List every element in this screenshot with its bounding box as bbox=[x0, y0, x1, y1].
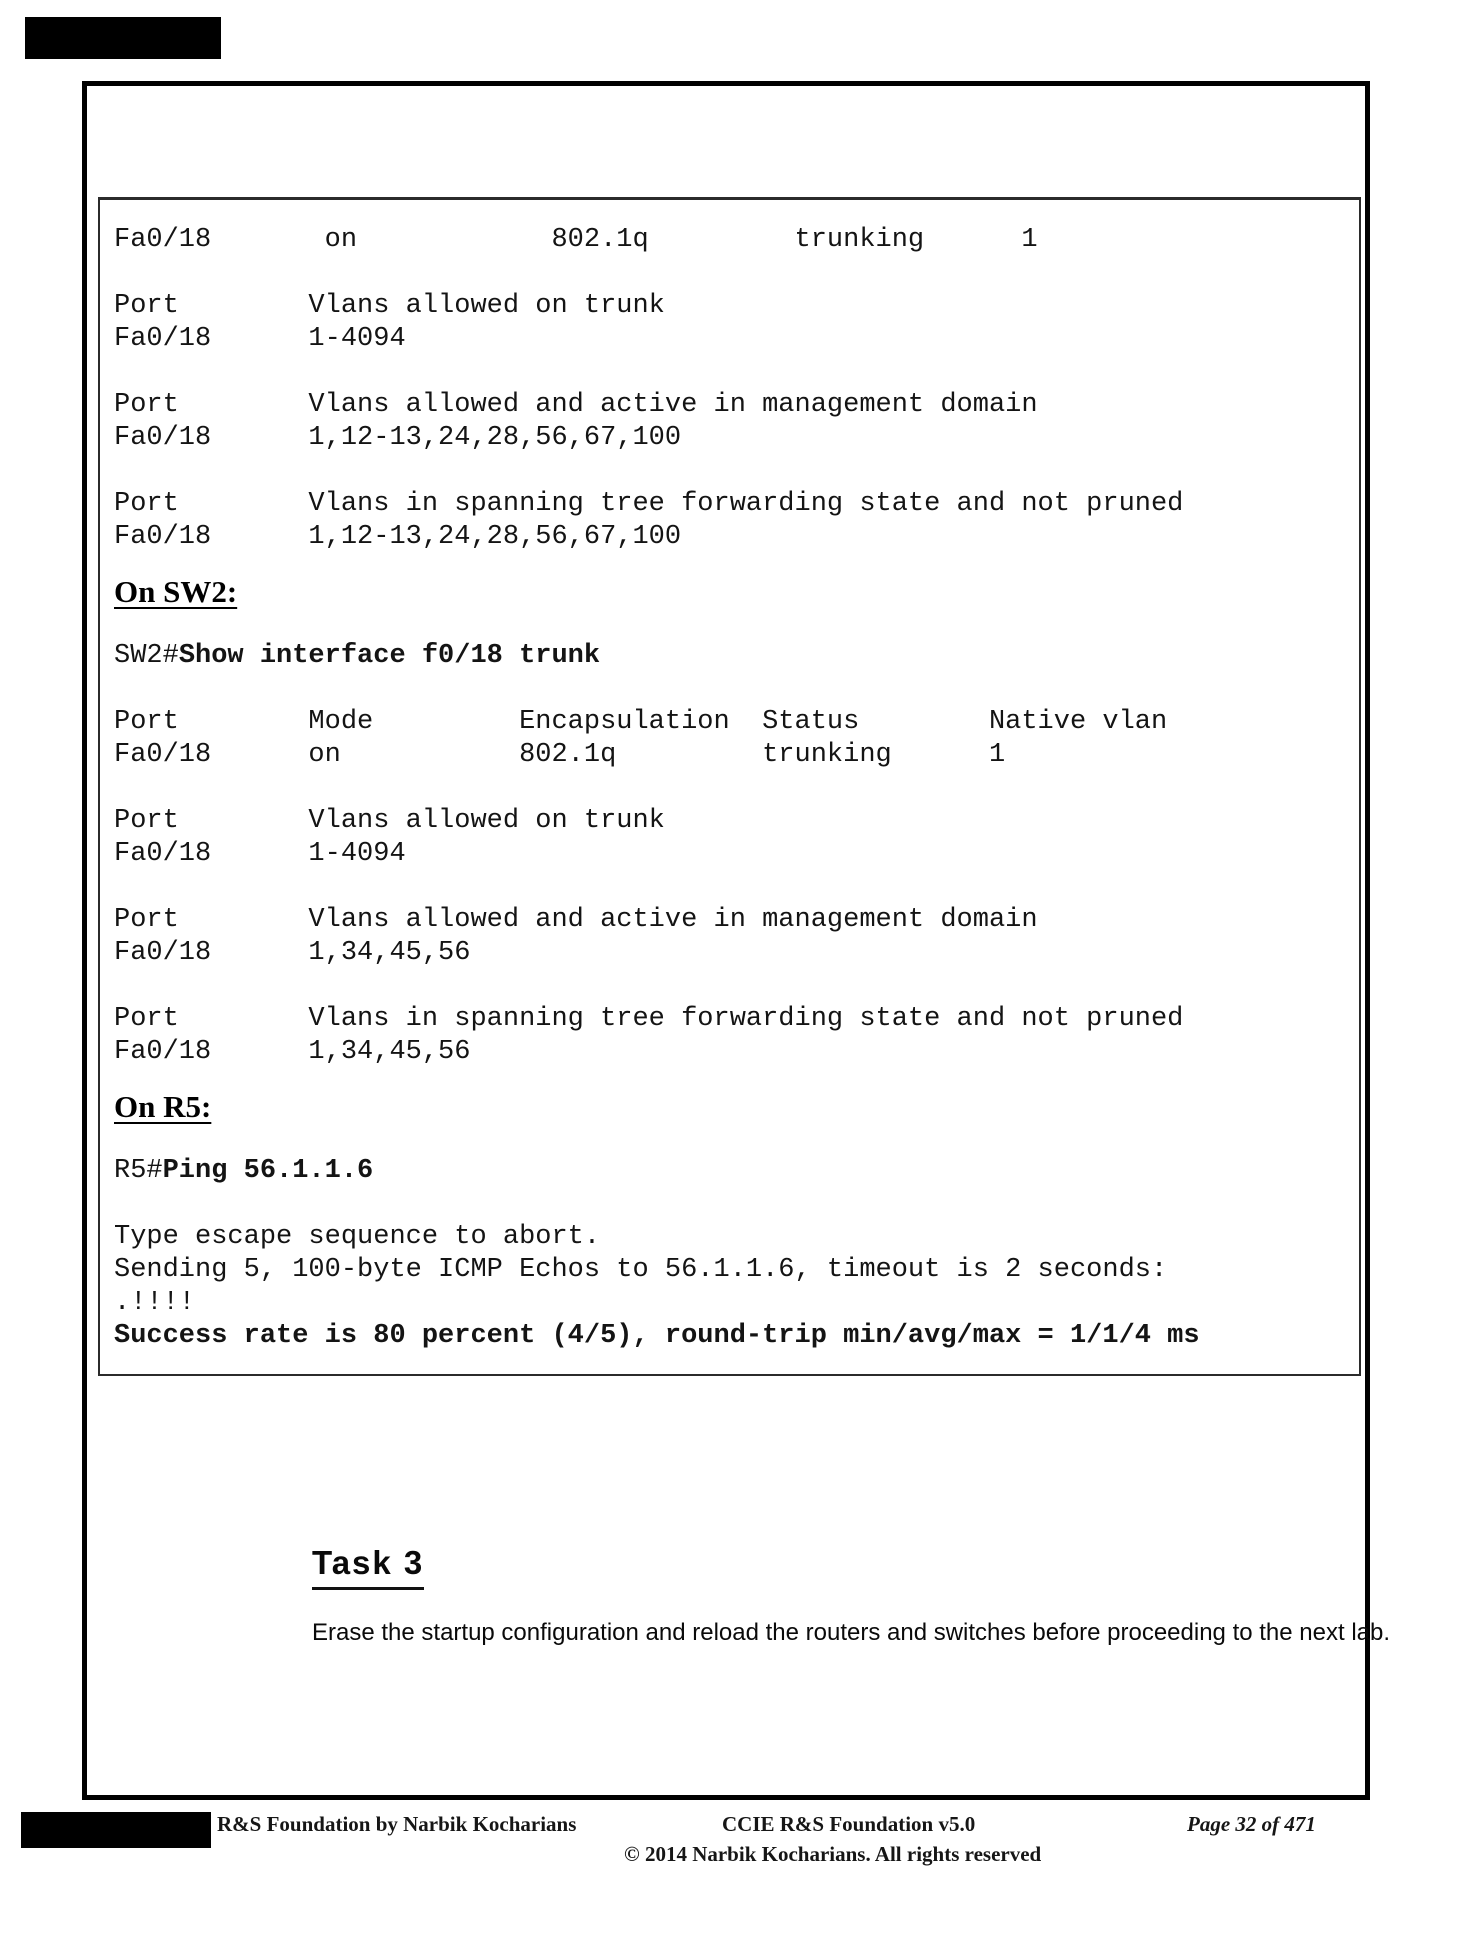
command-line-sw2 bbox=[114, 640, 1349, 673]
terminal-line: Port Vlans in spanning tree forwarding state and not pruned bbox=[114, 489, 1184, 519]
section-heading-sw2 bbox=[114, 574, 1349, 610]
command-sw2: Show interface f0/18 trunk bbox=[178, 641, 601, 671]
footer-page-number: Page 32 of 471 bbox=[1187, 1812, 1316, 1836]
command-line-r5 bbox=[114, 1155, 1349, 1188]
redaction-bar-bottom bbox=[21, 1812, 211, 1848]
footer-copyright: © 2014 Narbik Kocharians. All rights reserved bbox=[624, 1842, 1042, 1866]
terminal-line bbox=[114, 1188, 1349, 1221]
prompt-sw2: SW2# bbox=[114, 641, 179, 671]
footer-left: R&S Foundation by Narbik Kocharians bbox=[217, 1812, 577, 1836]
terminal-line: Fa0/18 1,12-13,24,28,56,67,100 bbox=[114, 522, 682, 552]
terminal-line bbox=[114, 673, 1349, 706]
terminal-line: Fa0/18 1-4094 bbox=[114, 324, 406, 354]
terminal-line bbox=[114, 871, 1349, 904]
terminal-line: Type escape sequence to abort. bbox=[114, 1222, 601, 1252]
terminal-line bbox=[114, 970, 1349, 1003]
footer-center: CCIE R&S Foundation v5.0 bbox=[722, 1812, 976, 1836]
terminal-line: Fa0/18 on 802.1q trunking 1 bbox=[114, 225, 1038, 255]
ping-output bbox=[114, 1188, 1349, 1320]
task-title: Task 3 bbox=[312, 1544, 424, 1590]
terminal-line: Port Vlans in spanning tree forwarding state and not pruned bbox=[114, 1004, 1184, 1034]
terminal-line: Port Vlans allowed and active in management domain bbox=[114, 905, 1038, 935]
ping-success-line: Success rate is 80 percent (4/5), round-trip min/avg/max = 1/1/4 ms bbox=[114, 1321, 1200, 1351]
terminal-line: Port Vlans allowed and active in management domain bbox=[114, 390, 1038, 420]
terminal-line: .!!!! bbox=[114, 1288, 196, 1318]
terminal-line: Fa0/18 1,34,45,56 bbox=[114, 938, 471, 968]
section-heading-r5-label: On R5: bbox=[114, 1089, 212, 1124]
terminal-line: Fa0/18 1-4094 bbox=[114, 839, 406, 869]
terminal-line: Port Mode Encapsulation Status Native vlan bbox=[114, 707, 1168, 737]
terminal-line: Sending 5, 100-byte ICMP Echos to 56.1.1.6, timeout is 2 seconds: bbox=[114, 1255, 1168, 1285]
trunk-output-sw1 bbox=[114, 224, 1349, 554]
trunk-output-sw2 bbox=[114, 673, 1349, 1069]
terminal-output-box bbox=[98, 197, 1361, 1376]
terminal-line: Port Vlans allowed on trunk bbox=[114, 291, 665, 321]
redaction-bar-top bbox=[25, 17, 221, 59]
terminal-line: Fa0/18 1,12-13,24,28,56,67,100 bbox=[114, 423, 682, 453]
terminal-line bbox=[114, 455, 1349, 488]
terminal-line: Port Vlans allowed on trunk bbox=[114, 806, 665, 836]
section-heading-r5 bbox=[114, 1089, 1349, 1125]
task-body: Erase the startup configuration and reload the routers and switches before proceeding to the next lab. bbox=[312, 1619, 1391, 1646]
terminal-line bbox=[114, 356, 1349, 389]
section-heading-sw2-label: On SW2: bbox=[114, 574, 238, 609]
command-r5: Ping 56.1.1.6 bbox=[162, 1156, 374, 1186]
terminal-line bbox=[114, 772, 1349, 805]
terminal-line: Fa0/18 on 802.1q trunking 1 bbox=[114, 740, 1006, 770]
page-border-frame bbox=[82, 81, 1391, 1866]
terminal-line bbox=[114, 257, 1349, 290]
prompt-r5: R5# bbox=[114, 1156, 163, 1186]
terminal-line: Fa0/18 1,34,45,56 bbox=[114, 1037, 471, 1067]
